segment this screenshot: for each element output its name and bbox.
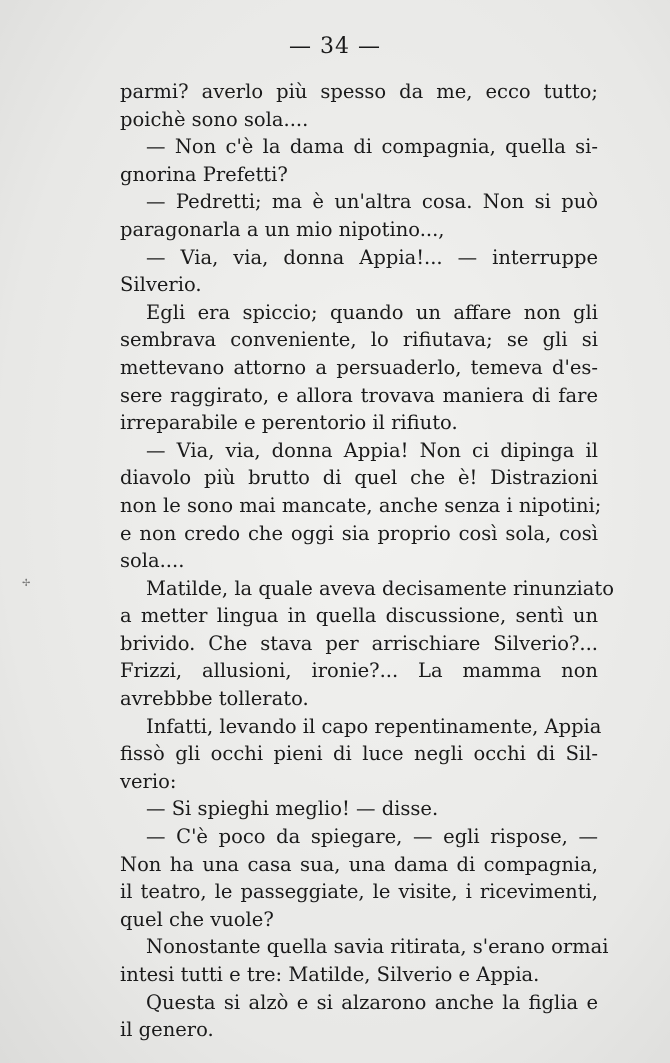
text-line: paragonarla a un mio nipotino..., bbox=[120, 217, 445, 241]
text-line: — Pedretti; ma è un'altra cosa. Non si può bbox=[146, 190, 598, 214]
text-line: intesi tutti e tre: Matilde, Silverio e Appia. bbox=[120, 963, 540, 986]
text-line: mettevano attorno a persuaderlo, temeva d'es- bbox=[120, 355, 598, 379]
text-line: avrebbbe tollerato. bbox=[120, 687, 309, 711]
text-line: — Non c'è la dama di compagnia, quella si- bbox=[146, 135, 598, 159]
text-line: Egli era spiccio; quando un affare non gli bbox=[146, 300, 598, 324]
text-line: il genero. bbox=[120, 1018, 214, 1042]
text-line: e non credo che oggi sia proprio così sola, così bbox=[120, 521, 598, 545]
margin-blemish: ✢ bbox=[22, 578, 31, 589]
text-line: sembrava conveniente, lo rifiutava; se gli si bbox=[120, 328, 598, 352]
text-line: sola.... bbox=[120, 549, 185, 573]
text-line: Questa si alzò e si alzarono anche la figlia e bbox=[146, 990, 598, 1014]
text-line: Nonostante quella savia ritirata, s'erano ormai bbox=[146, 935, 609, 959]
text-line: gnorina Prefetti? bbox=[120, 162, 288, 186]
text-line: sere raggirato, e allora trovava maniera di fare bbox=[120, 383, 598, 407]
text-line: diavolo più brutto di quel che è! Distrazioni bbox=[120, 466, 598, 490]
text-line: a metter lingua in quella discussione, sentì un bbox=[120, 604, 598, 628]
text-line: verio: bbox=[120, 769, 177, 793]
text-line: fissò gli occhi pieni di luce negli occhi di Sil- bbox=[120, 742, 598, 766]
body-text bbox=[120, 78, 614, 1044]
text-line: il teatro, le passeggiate, le visite, i ricevimenti, bbox=[120, 880, 598, 904]
text-line: — C'è poco da spiegare, — egli rispose, — bbox=[146, 825, 598, 849]
text-line: — Via, via, donna Appia!... — interruppe bbox=[146, 245, 598, 269]
text-line: parmi? averlo più spesso da me, ecco tutto; bbox=[120, 80, 598, 103]
text-line: irreparabile e perentorio il rifiuto. bbox=[120, 411, 458, 435]
text-line: poichè sono sola.... bbox=[120, 107, 309, 131]
text-line: Infatti, levando il capo repentinamente, Appia bbox=[146, 714, 602, 738]
text-line: Non ha una casa sua, una dama di compagnia, bbox=[120, 852, 598, 876]
text-line: non le sono mai mancate, anche senza i nipotini; bbox=[120, 493, 602, 517]
page-number: — 34 — bbox=[289, 34, 381, 59]
text-line: Silverio. bbox=[120, 273, 202, 297]
text-line: Matilde, la quale aveva decisamente rinunziato bbox=[146, 576, 614, 600]
text-line: Frizzi, allusioni, ironie?... La mamma non bbox=[120, 659, 598, 683]
text-line: brivido. Che stava per arrischiare Silverio?... bbox=[120, 631, 598, 655]
text-line: — Via, via, donna Appia! Non ci dipinga il bbox=[146, 438, 598, 462]
text-line: — Si spieghi meglio! — disse. bbox=[146, 797, 439, 821]
text-line: quel che vuole? bbox=[120, 907, 274, 931]
